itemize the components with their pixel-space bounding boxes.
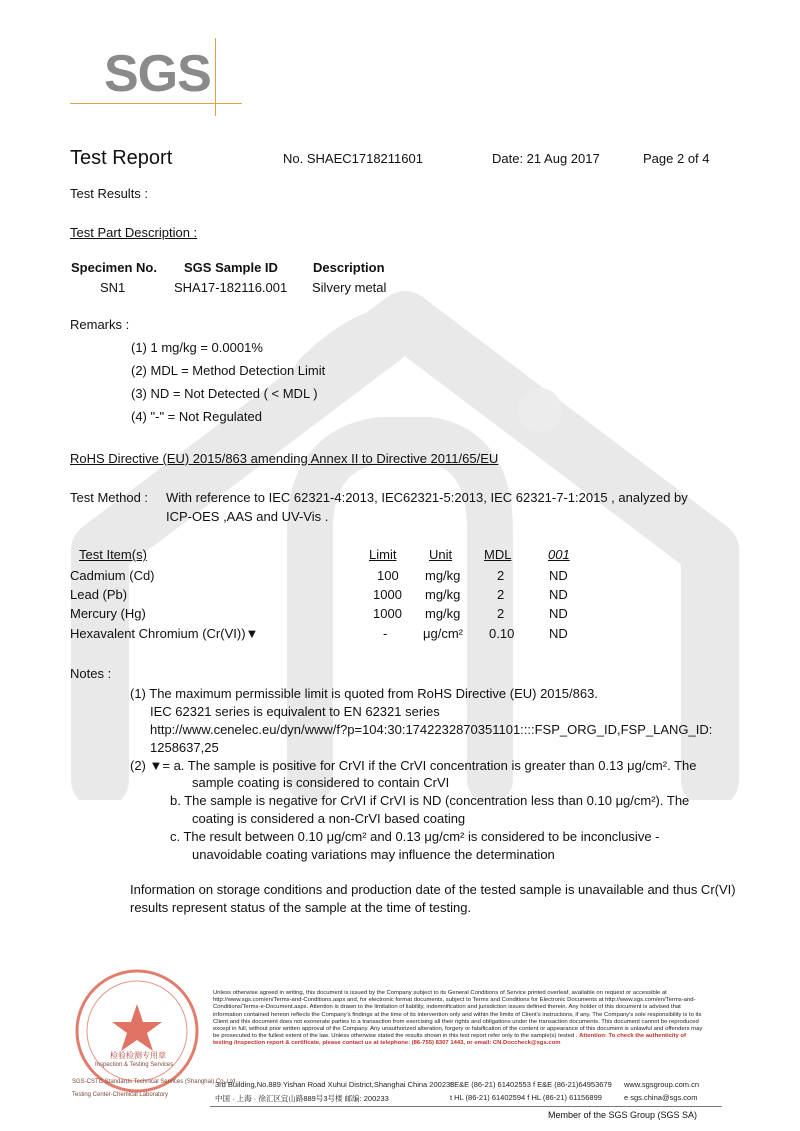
spec-header-no: Specimen No. bbox=[71, 260, 157, 275]
note-text: (1) The maximum permissible limit is quoted from RoHS Directive (EU) 2015/863. bbox=[130, 686, 598, 701]
table-cell-unit: mg/kg bbox=[425, 587, 461, 602]
spec-cell-id: SHA17-182116.001 bbox=[174, 280, 288, 295]
table-cell-limit: - bbox=[383, 626, 388, 641]
remark-item: (3) ND = Not Detected ( < MDL ) bbox=[131, 386, 318, 401]
table-header-item: Test Item(s) bbox=[79, 547, 147, 562]
address-english: 3rd Building,No.889 Yishan Road Xuhui District,Shanghai China 200233 bbox=[215, 1080, 455, 1089]
email: e sgs.china@sgs.com bbox=[624, 1093, 698, 1102]
remarks-label: Remarks : bbox=[70, 317, 130, 332]
storage-info-text: results represent status of the sample at the time of testing. bbox=[130, 900, 472, 915]
table-cell-result: ND bbox=[549, 606, 568, 621]
table-cell-unit: mg/kg bbox=[425, 568, 461, 583]
footer-divider bbox=[210, 1106, 722, 1107]
note-text: b. The sample is negative for CrVI if CrVI is ND (concentration less than 0.10 μg/cm²). The bbox=[170, 793, 690, 808]
table-cell-item: Cadmium (Cd) bbox=[70, 568, 155, 583]
remark-item: (1) 1 mg/kg = 0.0001% bbox=[131, 340, 263, 355]
note-text: c. The result between 0.10 μg/cm² and 0.13 μg/cm² is considered to be inconclusive - bbox=[170, 829, 660, 844]
spec-cell-no: SN1 bbox=[100, 280, 126, 295]
phone-english: t E&E (86-21) 61402553 f E&E (86-21)64953679 bbox=[450, 1080, 612, 1089]
terms-fineprint bbox=[213, 990, 705, 1048]
table-header-sample: 001 bbox=[548, 547, 570, 562]
report-date: Date: 21 Aug 2017 bbox=[492, 151, 600, 166]
table-cell-result: ND bbox=[549, 587, 568, 602]
note-text: coating is considered a non-CrVI based coating bbox=[192, 811, 466, 826]
report-number: No. SHAEC1718211601 bbox=[283, 151, 423, 166]
table-cell-unit: μg/cm² bbox=[423, 626, 463, 641]
address-chinese: 中国 · 上海 · 徐汇区宜山路889号3号楼 邮编: 200233 bbox=[215, 1094, 389, 1103]
website: www.sgsgroup.com.cn bbox=[624, 1080, 700, 1089]
part-description-label: Test Part Description : bbox=[70, 225, 198, 240]
report-title: Test Report bbox=[70, 147, 173, 169]
table-header-unit: Unit bbox=[429, 547, 453, 562]
note-text: unavoidable coating variations may influence the determination bbox=[192, 847, 555, 862]
test-method-text: ICP-OES ,AAS and UV-Vis . bbox=[166, 509, 329, 524]
stamp-lab-text: Testing Center-Chemical Laboratory bbox=[72, 1092, 169, 1098]
note-link: http://www.cenelec.eu/dyn/www/f?p=104:30:1742232870351101::::FSP_ORG_ID,FSP_LANG_ID: bbox=[150, 722, 713, 737]
rohs-directive-title: RoHS Directive (EU) 2015/863 amending Annex II to Directive 2011/65/EU bbox=[70, 451, 499, 466]
table-cell-limit: 100 bbox=[377, 568, 399, 583]
table-cell-result: ND bbox=[549, 568, 568, 583]
table-cell-item: Hexavalent Chromium (Cr(VI))▼ bbox=[70, 626, 259, 641]
table-cell-item: Mercury (Hg) bbox=[70, 606, 146, 621]
table-header-mdl: MDL bbox=[484, 547, 512, 562]
note-text: (2) ▼= a. The sample is positive for CrVI if the CrVI concentration is greater than 0.13 μg/cm². The bbox=[130, 758, 697, 773]
test-method-label: Test Method : bbox=[70, 490, 149, 505]
spec-cell-desc: Silvery metal bbox=[312, 280, 387, 295]
test-method-text: With reference to IEC 62321-4:2013, IEC62321-5:2013, IEC 62321-7-1:2015 , analyzed by bbox=[166, 490, 688, 505]
remark-item: (4) "-" = Not Regulated bbox=[131, 409, 262, 424]
terms-text: Unless otherwise agreed in writing, this document is issued by the Company subject to its General Conditions of Service printed overleaf, available on request or accessible at http://www.sgs.com/en/Terms-and-Conditions.aspx and, for electronic format documents, subject to Terms and Conditions for Electronic Documents at http://www.sgs.com/en/Terms-and-Conditions/Terms-e-Document.aspx. Attention is drawn to the limitation of liability, indemnification and jurisdiction issues defined therein. Any holder of this document is advised that information contained hereon reflects the Company's findings at the time of its intervention only and within the limits of Client's instructions, if any. The Company's sole responsibility is to its Client and this document does not exonerate parties to a transaction from exercising all their rights and obligations under the transaction documents. This document cannot be reproduced except in full, without prior written approval of the Company. Any unauthorized alteration, forgery or falsification of the content or appearance of this document is unlawful and offenders may be prosecuted to the fullest extent of the law. Unless otherwise stated the results shown in this test report refer only to the sample(s) tested . bbox=[213, 990, 703, 1040]
table-cell-unit: mg/kg bbox=[425, 606, 461, 621]
member-statement: Member of the SGS Group (SGS SA) bbox=[548, 1110, 698, 1120]
test-results-label: Test Results : bbox=[70, 186, 149, 201]
authenticity-notice: Attention: To check the authenticity of testing /inspection report & certificate, please contact us at telephone: (86-755) 8307 1443, or email: CN.Doccheck@sgs.com bbox=[213, 1033, 686, 1047]
table-cell-limit: 1000 bbox=[373, 587, 402, 602]
remark-item: (2) MDL = Method Detection Limit bbox=[131, 363, 326, 378]
table-cell-mdl: 0.10 bbox=[489, 626, 515, 641]
sgs-logo: SGS bbox=[104, 45, 211, 103]
stamp-center-text: 检验检测专用章 bbox=[110, 1051, 166, 1060]
table-cell-result: ND bbox=[549, 626, 568, 641]
notes-label: Notes : bbox=[70, 666, 112, 681]
logo-rule-horizontal bbox=[70, 103, 242, 104]
table-cell-mdl: 2 bbox=[497, 587, 505, 602]
page-indicator: Page 2 of 4 bbox=[643, 151, 710, 166]
spec-header-id: SGS Sample ID bbox=[184, 260, 278, 275]
note-text: sample coating is considered to contain CrVI bbox=[192, 775, 450, 790]
stamp-company-text: SGS-CSTC Standards Technical Services (Shanghai) Co.,Ltd. bbox=[72, 1079, 237, 1085]
company-seal-icon bbox=[72, 966, 202, 1096]
table-cell-mdl: 2 bbox=[497, 606, 505, 621]
logo-rule-vertical bbox=[215, 38, 216, 116]
phone-chinese: t HL (86-21) 61402594 f HL (86-21) 61156899 bbox=[450, 1093, 602, 1102]
table-cell-mdl: 2 bbox=[497, 568, 505, 583]
stamp-sub-text: Inspection & Testing Services bbox=[95, 1062, 174, 1068]
storage-info-text: Information on storage conditions and production date of the tested sample is unavailable and thus Cr(VI) bbox=[130, 882, 736, 897]
table-header-limit: Limit bbox=[369, 547, 397, 562]
note-text: IEC 62321 series is equivalent to EN 62321 series bbox=[150, 704, 440, 719]
spec-header-desc: Description bbox=[313, 260, 385, 275]
note-text: 1258637,25 bbox=[150, 740, 219, 755]
table-cell-item: Lead (Pb) bbox=[70, 587, 128, 602]
table-cell-limit: 1000 bbox=[373, 606, 402, 621]
